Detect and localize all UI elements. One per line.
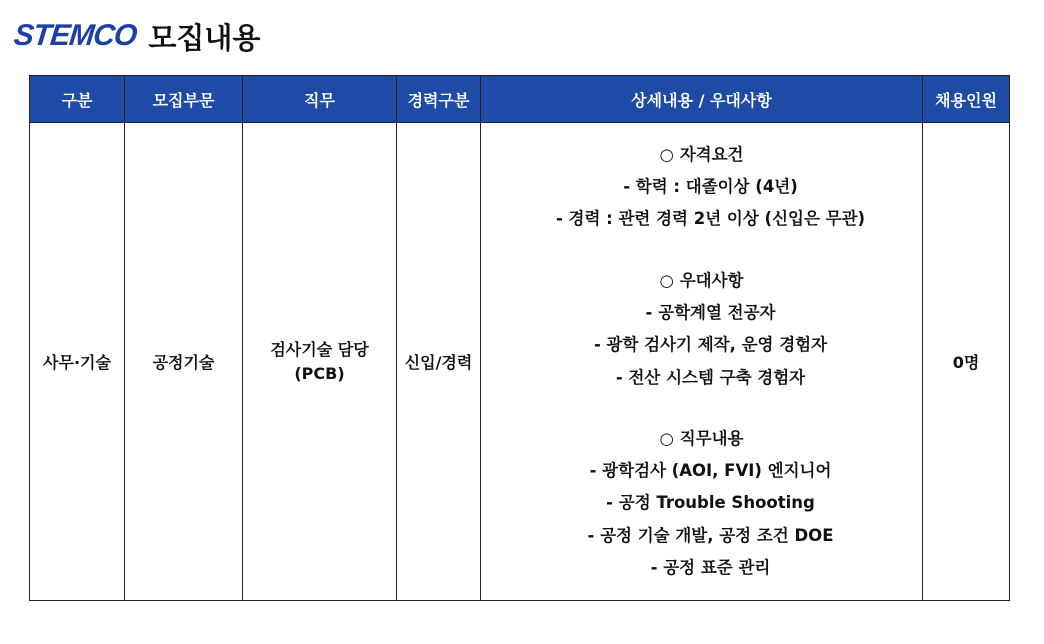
cell-details (481, 123, 923, 601)
qualifications-section (481, 139, 922, 236)
section-heading: ○ 자격요건 (659, 144, 744, 164)
page-title: 모집내용 (148, 20, 261, 55)
column-header-division: 모집부문 (125, 76, 243, 123)
list-item: - 전산 시스템 구축 경험자 (615, 367, 806, 387)
list-item: - 공정 Trouble Shooting (606, 493, 815, 513)
role-line-1: 검사기술 담당 (270, 339, 369, 359)
table-row (30, 123, 1010, 601)
list-item: - 공정 기술 개발, 공정 조건 DOE (587, 525, 834, 545)
cell-role (243, 123, 397, 601)
column-header-category: 구분 (30, 76, 125, 123)
stemco-logo: STEMCO (12, 19, 139, 52)
page-header (14, 14, 260, 58)
column-header-headcount: 채용인원 (923, 76, 1010, 123)
table-header-row (30, 76, 1010, 123)
column-header-details: 상세내용 / 우대사항 (481, 76, 923, 123)
role-line-2: (PCB) (294, 363, 345, 383)
list-item: - 공정 표준 관리 (650, 557, 771, 577)
column-header-career: 경력구분 (397, 76, 481, 123)
cell-headcount: 0명 (923, 123, 1010, 601)
cell-category: 사무·기술 (30, 123, 125, 601)
column-header-role: 직무 (243, 76, 397, 123)
duties-section (481, 423, 922, 584)
list-item: - 광학검사 (AOI, FVI) 엔지니어 (589, 461, 832, 481)
cell-division: 공정기술 (125, 123, 243, 601)
list-item: - 공학계열 전공자 (645, 302, 776, 322)
cell-career: 신입/경력 (397, 123, 481, 601)
section-heading: ○ 우대사항 (659, 270, 744, 290)
list-item: - 학력 : 대졸이상 (4년) (623, 177, 798, 197)
list-item: - 광학 검사기 제작, 운영 경험자 (593, 335, 828, 355)
recruitment-table (29, 75, 1010, 601)
list-item: - 경력 : 관련 경력 2년 이상 (신입은 무관) (555, 209, 866, 229)
section-heading: ○ 직무내용 (659, 428, 744, 448)
preferences-section (481, 265, 922, 394)
